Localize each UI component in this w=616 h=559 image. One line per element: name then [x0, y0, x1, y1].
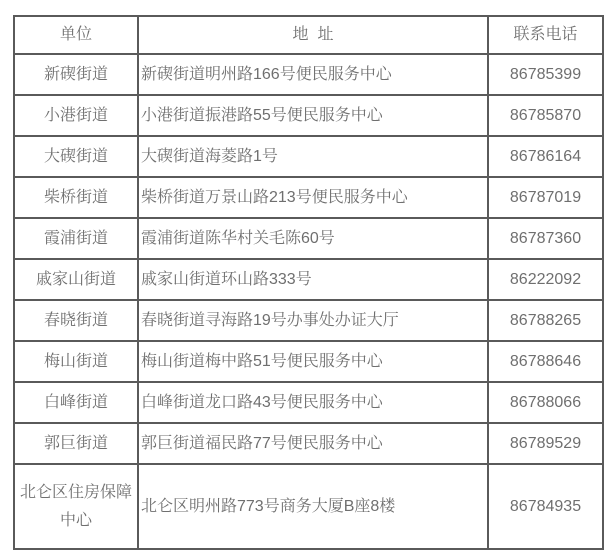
phone-cell: 86787019 [488, 177, 603, 218]
unit-cell: 霞浦街道 [14, 218, 138, 259]
col-header-address: 地 址 [138, 16, 488, 54]
table-row [14, 177, 603, 218]
phone-cell: 86787360 [488, 218, 603, 259]
phone-cell: 86785399 [488, 54, 603, 95]
unit-cell: 大碶街道 [14, 136, 138, 177]
col-header-phone: 联系电话 [488, 16, 603, 54]
unit-cell: 新碶街道 [14, 54, 138, 95]
table-row [14, 136, 603, 177]
table-body [14, 54, 603, 549]
table-row [14, 341, 603, 382]
table-row [14, 259, 603, 300]
phone-cell: 86789529 [488, 423, 603, 464]
address-cell: 戚家山街道环山路333号 [138, 259, 488, 300]
phone-cell: 86788066 [488, 382, 603, 423]
unit-cell: 柴桥街道 [14, 177, 138, 218]
address-cell: 柴桥街道万景山路213号便民服务中心 [138, 177, 488, 218]
contact-table [13, 15, 604, 550]
phone-cell: 86786164 [488, 136, 603, 177]
unit-cell: 戚家山街道 [14, 259, 138, 300]
address-cell: 春晓街道寻海路19号办事处办证大厅 [138, 300, 488, 341]
unit-cell: 北仑区住房保障中心 [14, 464, 138, 549]
address-cell: 郭巨街道福民路77号便民服务中心 [138, 423, 488, 464]
phone-cell: 86788265 [488, 300, 603, 341]
unit-cell: 梅山街道 [14, 341, 138, 382]
table-row [14, 464, 603, 549]
address-cell: 霞浦街道陈华村关毛陈60号 [138, 218, 488, 259]
unit-cell: 白峰街道 [14, 382, 138, 423]
address-cell: 小港街道振港路55号便民服务中心 [138, 95, 488, 136]
address-cell: 白峰街道龙口路43号便民服务中心 [138, 382, 488, 423]
table-row [14, 95, 603, 136]
phone-cell: 86788646 [488, 341, 603, 382]
address-cell: 大碶街道海菱路1号 [138, 136, 488, 177]
header-row [14, 16, 603, 54]
unit-cell: 郭巨街道 [14, 423, 138, 464]
table-row [14, 54, 603, 95]
table-row [14, 382, 603, 423]
unit-cell: 春晓街道 [14, 300, 138, 341]
table-row [14, 300, 603, 341]
unit-cell: 小港街道 [14, 95, 138, 136]
phone-cell: 86785870 [488, 95, 603, 136]
phone-cell: 86784935 [488, 464, 603, 549]
contact-table-container [13, 15, 604, 550]
phone-cell: 86222092 [488, 259, 603, 300]
col-header-unit: 单位 [14, 16, 138, 54]
table-row [14, 218, 603, 259]
address-cell: 新碶街道明州路166号便民服务中心 [138, 54, 488, 95]
table-row [14, 423, 603, 464]
address-cell: 梅山街道梅中路51号便民服务中心 [138, 341, 488, 382]
address-cell: 北仑区明州路773号商务大厦B座8楼 [138, 464, 488, 549]
